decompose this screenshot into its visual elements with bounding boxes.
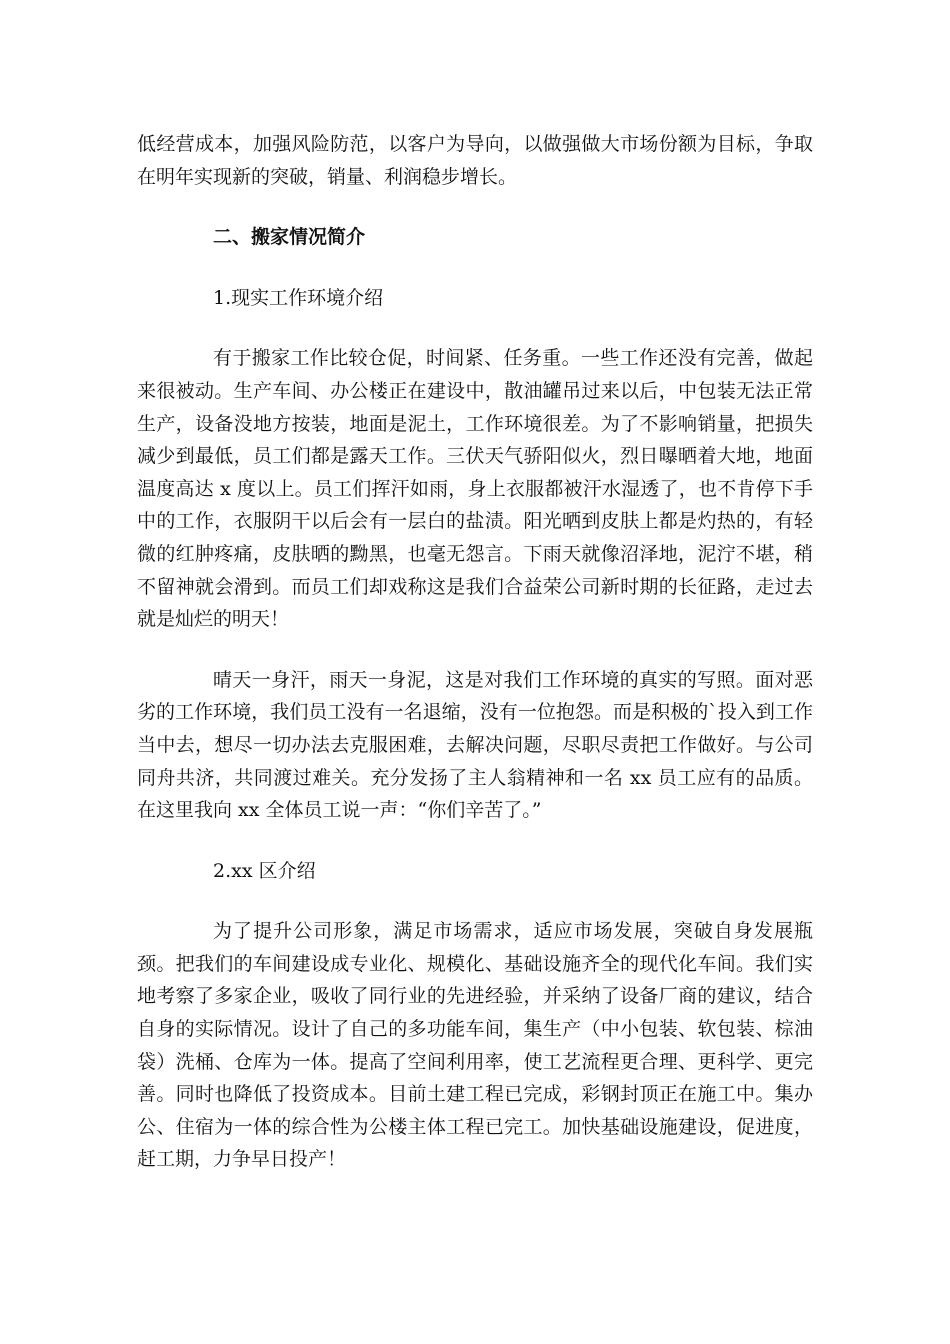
subsection-2-title: 2.xx 区介绍	[213, 859, 316, 882]
spacer	[137, 254, 813, 282]
spacer	[137, 314, 813, 342]
document-page	[137, 128, 813, 1176]
paragraph-employee-spirit: 晴天一身汗，雨天一身泥，这是对我们工作环境的真实的写照。面对恶劣的工作环境，我们员工没有一名退缩，没有一位抱怨。而是积极的`投入到工作当中去，想尽一切办法去克服困难，去解决问题，尽职尽责把工作做好。与公司同舟共济，共同渡过难关。充分发扬了主人翁精神和一名 xx 员工应有的品质。在这里我向 xx 全体员工说一声：“你们辛苦了。”	[137, 668, 813, 822]
spacer	[137, 636, 813, 664]
spacer	[137, 193, 813, 221]
spacer	[137, 887, 813, 915]
subsection-1-title: 1.现实工作环境介绍	[213, 286, 384, 309]
intro-paragraph: 低经营成本，加强风险防范，以客户为导向，以做强做大市场份额为目标，争取在明年实现新的突破，销量、利润稳步增长。	[137, 133, 813, 188]
paragraph-work-environment: 有于搬家工作比较仓促，时间紧、任务重。一些工作还没有完善，做起来很被动。生产车间、办公楼正在建设中，散油罐吊过来以后，中包装无法正常生产，设备没地方按装，地面是泥土，工作环境很差。为了不影响销量，把损失减少到最低，员工们都是露天工作。三伏天气骄阳似火，烈日曝晒着大地，地面温度高达 x 度以上。员工们挥汗如雨，身上衣服都被汗水湿透了，也不肯停下手中的工作，衣服阴干以后会有一层白的盐渍。阳光晒到皮肤上都是灼热的，有轻微的红肿疼痛，皮肤晒的黝黑，也毫无怨言。下雨天就像沼泽地，泥泞不堪，稍不留神就会滑到。而员工们却戏称这是我们合益荣公司新时期的长征路，走过去就是灿烂的明天！	[137, 347, 813, 631]
paragraph-district-intro: 为了提升公司形象，满足市场需求，适应市场发展，突破自身发展瓶颈。把我们的车间建设成专业化、规模化、基础设施齐全的现代化车间。我们实地考察了多家企业，吸收了同行业的先进经验，并采纳了设备厂商的建议，结合自身的实际情况。设计了自己的多功能车间，集生产（中小包装、软包装、棕油袋）洗桶、仓库为一体。提高了空间利用率，使工艺流程更合理、更科学、更完善。同时也降低了投资成本。目前土建工程已完成，彩钢封顶正在施工中。集办公、住宿为一体的综合性为公楼主体工程已完工。加快基础设施建设，促进度，赶工期，力争早日投产！	[137, 920, 813, 1171]
spacer	[137, 827, 813, 855]
section-heading: 二、搬家情况简介	[213, 226, 366, 249]
